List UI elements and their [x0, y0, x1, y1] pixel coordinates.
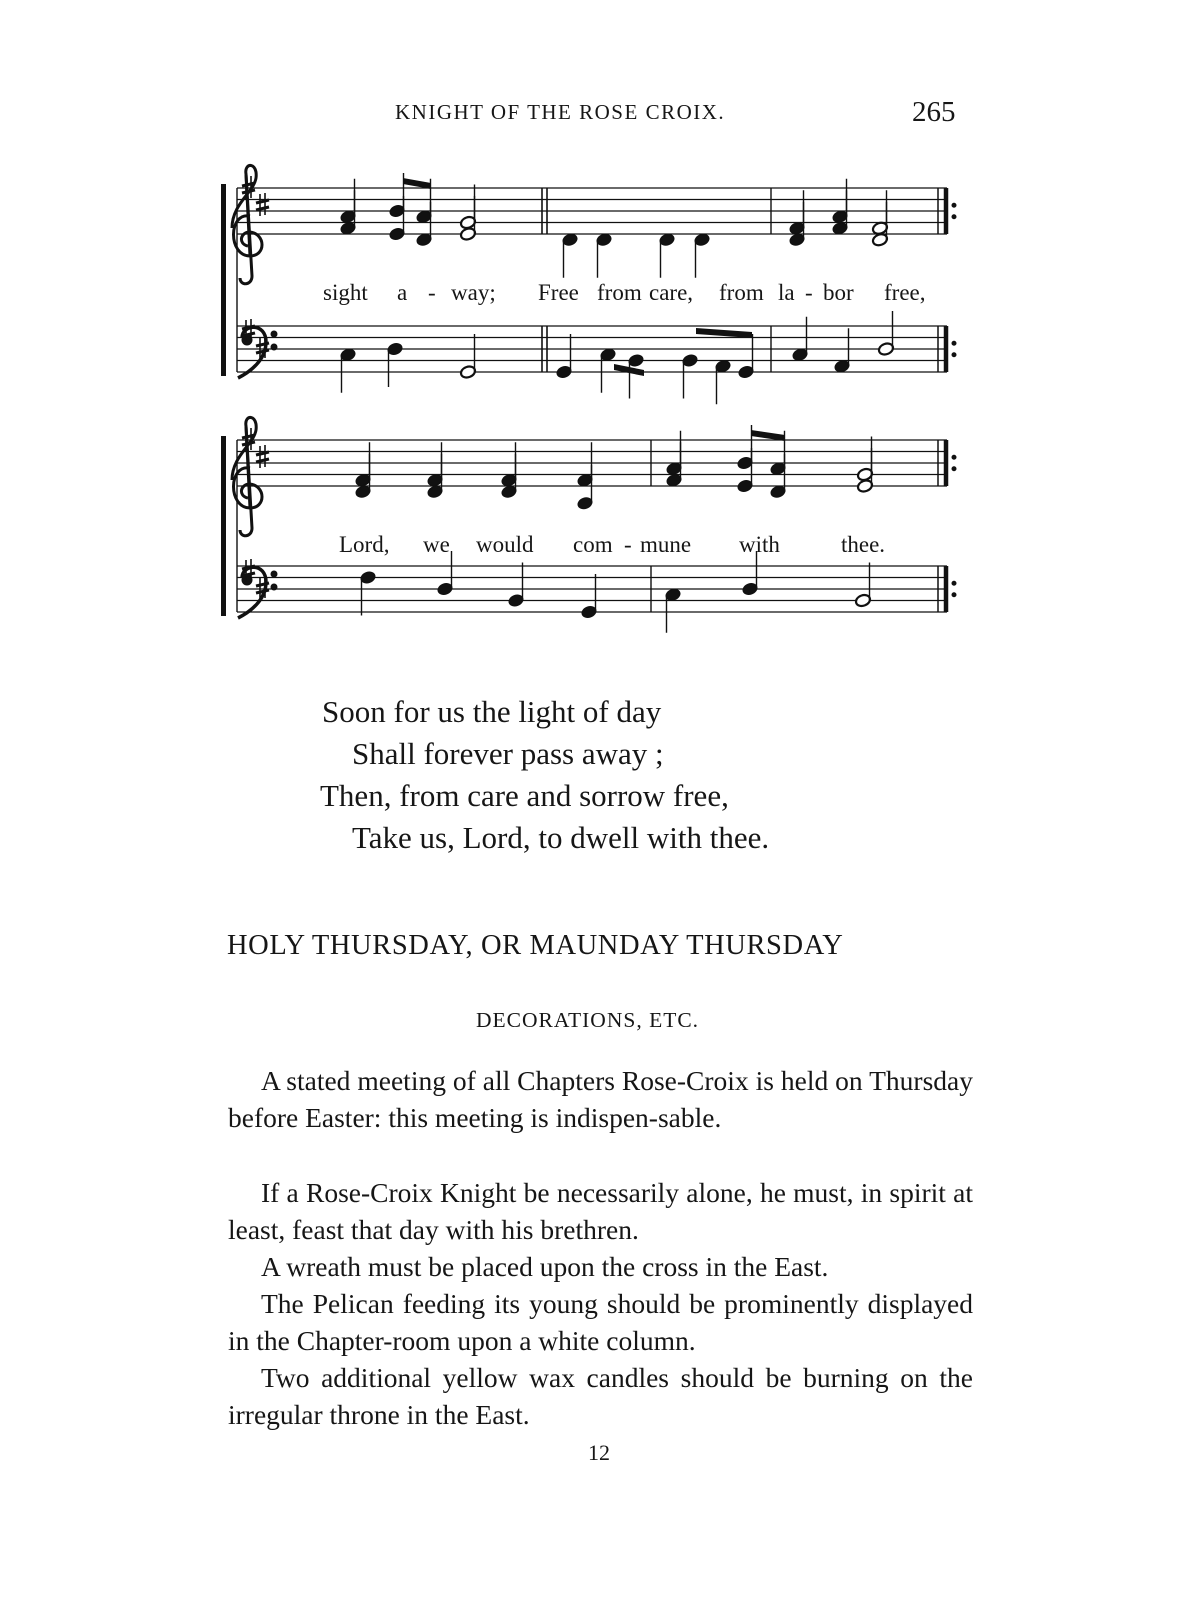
- repeat-dot: [952, 352, 957, 357]
- section-title: HOLY THURSDAY, OR MAUNDAY THURSDAY: [227, 930, 844, 961]
- lyric-syllable: thee.: [841, 532, 886, 557]
- lyric-syllable: from: [719, 280, 764, 305]
- body-paragraph: The Pelican feeding its young should be prominently displayed in the Chapter-room upon a white column.: [228, 1288, 973, 1356]
- repeat-dot: [952, 592, 957, 597]
- repeat-dot: [952, 466, 957, 471]
- body-paragraph: If a Rose-Croix Knight be necessarily alone, he must, in spirit at least, feast that day with his brethren.: [228, 1177, 973, 1245]
- verse-line: Take us, Lord, to dwell with thee.: [352, 820, 770, 855]
- lyric-syllable: sight: [323, 280, 368, 305]
- lyric-syllable: from: [597, 280, 642, 305]
- verse-line: Then, from care and sorrow free,: [320, 778, 729, 813]
- lyric-syllable: we: [423, 532, 450, 557]
- sharp-icon: [256, 193, 269, 216]
- body-paragraph: Two additional yellow wax candles should be burning on the irregular throne in the East.: [228, 1362, 973, 1430]
- lyric-syllable: way;: [451, 280, 496, 305]
- notes-layer: [221, 165, 957, 632]
- lyric-syllable: la: [778, 280, 795, 305]
- sharp-icon: [256, 445, 269, 468]
- lyric-hyphen: -: [624, 532, 632, 557]
- section-subtitle: DECORATIONS, ETC.: [476, 1008, 700, 1032]
- verse-line: Shall forever pass away ;: [352, 736, 664, 771]
- system-brace: [221, 184, 226, 376]
- lyric-syllable: Free: [538, 280, 579, 305]
- lyric-syllable: would: [476, 532, 534, 557]
- lyric-syllable: a: [397, 280, 408, 305]
- repeat-dot: [952, 341, 957, 346]
- lyric-syllable: com: [573, 532, 613, 557]
- repeat-dot: [952, 203, 957, 208]
- body-paragraph: A stated meeting of all Chapters Rose-Croix is held on Thursday before Easter: this meeting is indispen-sable.: [228, 1065, 973, 1133]
- system-brace: [221, 436, 226, 616]
- lyric-syllable: free,: [884, 280, 926, 305]
- body-paragraph: A wreath must be placed upon the cross in the East.: [261, 1251, 829, 1282]
- page-number: 265: [912, 96, 956, 128]
- repeat-dot: [952, 455, 957, 460]
- lyric-syllable: with: [739, 532, 780, 557]
- signature-mark: 12: [588, 1440, 610, 1465]
- lyric-hyphen: -: [805, 280, 813, 305]
- lyric-hyphen: -: [428, 280, 436, 305]
- repeat-dot: [952, 581, 957, 586]
- repeat-dot: [952, 214, 957, 219]
- music-score: [0, 0, 1200, 660]
- note-beam: [696, 328, 752, 338]
- lyric-syllable: bor: [823, 280, 854, 305]
- lyric-syllable: mune: [640, 532, 692, 557]
- verse-line: Soon for us the light of day: [322, 694, 662, 729]
- running-title: KNIGHT OF THE ROSE CROIX.: [395, 100, 726, 124]
- lyric-syllable: care,: [649, 280, 694, 305]
- lyric-syllable: Lord,: [339, 532, 390, 557]
